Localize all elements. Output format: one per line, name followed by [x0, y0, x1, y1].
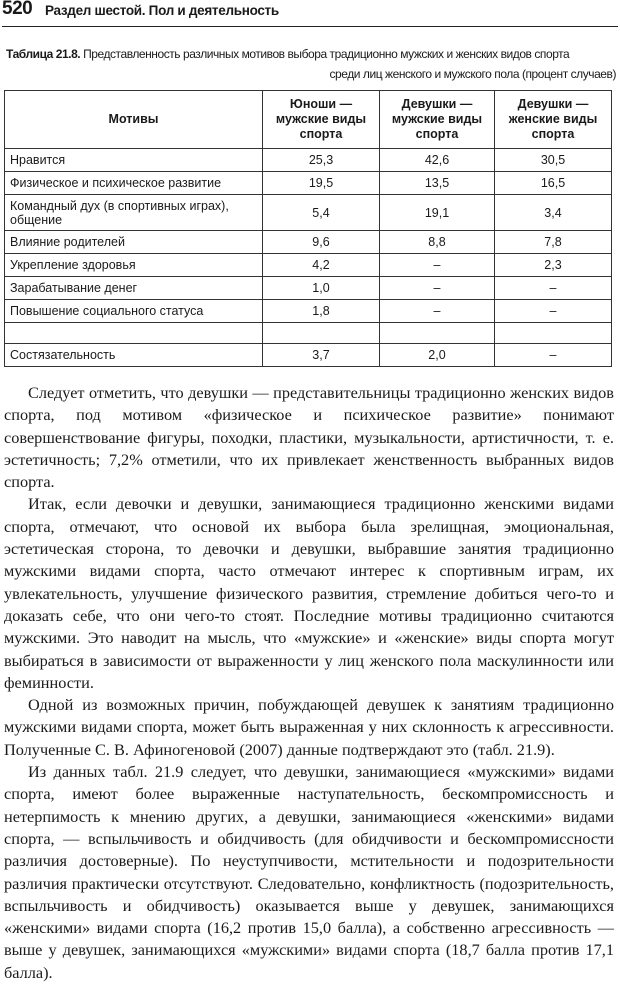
value-cell: 9,6	[263, 231, 380, 254]
table-row	[5, 149, 612, 172]
value-cell: 19,1	[380, 195, 495, 231]
value-cell: 19,5	[263, 172, 380, 195]
motive-cell: Зарабатывание денег	[5, 277, 263, 300]
value-cell: 2,0	[380, 344, 495, 367]
table-row	[5, 231, 612, 254]
value-cell: 5,4	[263, 195, 380, 231]
col-header-boys-male: Юноши — мужские виды спорта	[263, 91, 380, 149]
value-cell	[263, 323, 380, 344]
value-cell: 8,8	[380, 231, 495, 254]
value-cell: –	[495, 344, 612, 367]
body-text	[4, 382, 614, 984]
caption-line-1	[6, 44, 616, 64]
paragraph: Из данных табл. 21.9 следует, что девушки, занимающиеся «мужскими» видами спорта, имеют более выраженные наступательность, бескомпромиссность и нетерпимость к мнению других, а девушки, занимающиеся «женскими» видами спорта, — вспыльчивость и обидчивость (для обидчивости и бескомпромиссности различия достоверные). По неуступчивости, мстительности и подозрительности различия практически отсутствуют. Следовательно, конфликтность (подозрительность, вспыльчивость и обидчивость) оказывается выше у девушек, занимающихся «женскими» видами спорта (16,2 против 15,0 балла), а собственно агрессивность — выше у девушек, занимающихся «мужскими» видами спорта (18,7 балла против 17,1 балла).	[4, 762, 614, 982]
motive-cell: Физическое и психическое развитие	[5, 172, 263, 195]
motive-cell: Повышение социального статуса	[5, 300, 263, 323]
paragraph: Итак, если девочки и девушки, занимающиеся традиционно женскими видами спорта, отмечают, что основой их выбора была зрелищная, эмоциональная, эстетическая сторона, то девочки и девушки, выбравшие занятия традиционно мужскими видами спорта, часто отмечают интерес к спортивным играм, их увлекательность, улучшение физического развития, стремление добиться чего-то и доказать себе, что они чего-то стоят. Последние мотивы традиционно считаются мужскими. Это наводит на мысль, что «мужские» и «женские» виды спорта могут выбираться в зависимости от выраженности у лиц женского пола маскулинности или феминности.	[4, 494, 614, 692]
motive-cell: Состязательность	[5, 344, 263, 367]
value-cell: 25,3	[263, 149, 380, 172]
motive-cell: Укрепление здоровья	[5, 254, 263, 277]
paragraph: Следует отметить, что девушки — представительницы традиционно женских видов спорта, под мотивом «физическое и психическое развитие» понимают совершенствование фигуры, походки, пластики, музыкальности, артистичности, т. е. эстетичность; 7,2% отметили, что их привлекает женственность выбранных видов спорта.	[4, 383, 614, 492]
value-cell: 30,5	[495, 149, 612, 172]
page-header	[2, 0, 618, 27]
value-cell: 7,8	[495, 231, 612, 254]
paragraph: Одной из возможных причин, побуждающей девушек к занятиям традиционно мужскими видами спорта, может быть выраженная у них склонность к агрессивности. Полученные С. В. Афиногеновой (2007) данные подтверждают это (табл. 21.9).	[4, 695, 614, 759]
table-row	[5, 300, 612, 323]
value-cell: –	[380, 300, 495, 323]
value-cell: 3,7	[263, 344, 380, 367]
table-label: Таблица 21.8.	[6, 47, 81, 61]
motive-cell: Нравится	[5, 149, 263, 172]
value-cell: 42,6	[380, 149, 495, 172]
motive-cell	[5, 323, 263, 344]
col-header-girls-male: Девушки — мужские виды спорта	[380, 91, 495, 149]
table-row	[5, 277, 612, 300]
value-cell: –	[495, 300, 612, 323]
table-title-line2: среди лиц женского и мужского пола (процент случаев)	[329, 67, 616, 81]
motive-cell: Влияние родителей	[5, 231, 263, 254]
running-head: Раздел шестой. Пол и деятельность	[45, 3, 279, 18]
motive-cell: Командный дух (в спортивных играх), общение	[5, 195, 263, 231]
col-header-motives: Мотивы	[5, 91, 263, 149]
value-cell: –	[495, 277, 612, 300]
value-cell: –	[380, 277, 495, 300]
value-cell: 2,3	[495, 254, 612, 277]
value-cell: 4,2	[263, 254, 380, 277]
value-cell: –	[380, 254, 495, 277]
page-number: 520	[2, 0, 33, 19]
table-caption	[6, 44, 616, 84]
value-cell: 16,5	[495, 172, 612, 195]
value-cell: 1,8	[263, 300, 380, 323]
table-title-line1: Представленность различных мотивов выбора традиционно мужских и женских видов спорта	[83, 47, 570, 61]
table-row	[5, 254, 612, 277]
value-cell: 1,0	[263, 277, 380, 300]
col-header-girls-female: Девушки — женские виды спорта	[495, 91, 612, 149]
value-cell	[380, 323, 495, 344]
table-row	[5, 195, 612, 231]
table-row-empty	[5, 323, 612, 344]
table-row	[5, 172, 612, 195]
value-cell	[495, 323, 612, 344]
table-row	[5, 344, 612, 367]
value-cell: 3,4	[495, 195, 612, 231]
motives-table	[4, 90, 612, 367]
table-header-row	[5, 91, 612, 149]
value-cell: 13,5	[380, 172, 495, 195]
